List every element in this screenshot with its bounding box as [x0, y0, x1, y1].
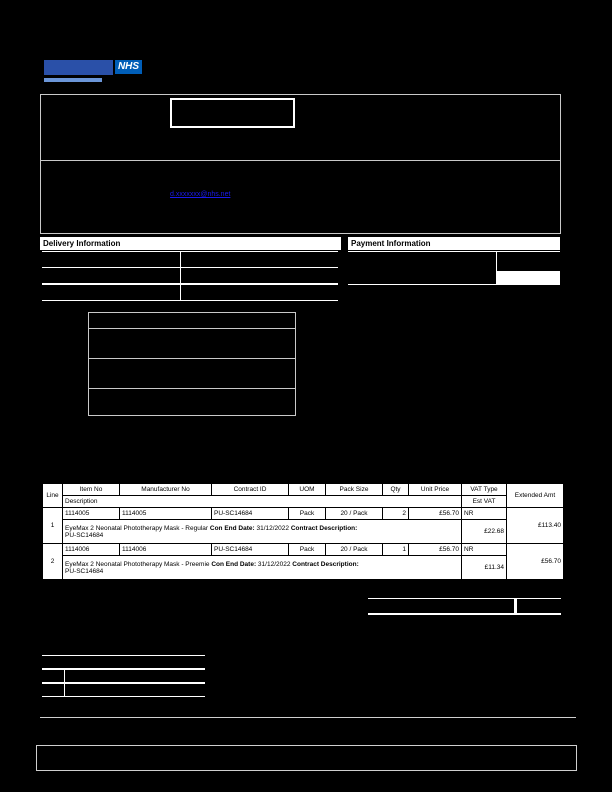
col-header-extended-amt: Extended Amt — [507, 484, 564, 508]
redacted-cell — [42, 684, 64, 696]
redacted-trust-logo — [44, 60, 113, 75]
con-end-date-value: 31/12/2022 — [256, 524, 290, 532]
totals-table — [368, 598, 561, 640]
manufacturer-no-cell: 1114005 — [120, 508, 212, 520]
vat-type-cell: NR — [462, 544, 507, 556]
redacted-order-number-box — [170, 98, 295, 128]
divider — [89, 358, 295, 359]
line-no-cell: 2 — [43, 544, 63, 580]
item-description-row-1 — [43, 520, 564, 544]
uom-cell: Pack — [289, 544, 326, 556]
redacted-cell — [181, 268, 338, 283]
est-vat-cell: £11.34 — [462, 556, 507, 580]
pack-size-cell: 20 / Pack — [326, 544, 383, 556]
col-header-pack-size: Pack Size — [326, 484, 383, 496]
col-header-unit-price: Unit Price — [409, 484, 462, 496]
vat-type-cell: NR — [462, 508, 507, 520]
order-header-box — [40, 94, 561, 234]
contract-id-cell: PU-SC14684 — [212, 544, 289, 556]
item-description-row-2 — [43, 556, 564, 580]
unit-price-cell: £56.70 — [409, 508, 462, 520]
col-header-qty: Qty — [383, 484, 409, 496]
item-row-1 — [43, 508, 564, 520]
description-cell — [63, 520, 462, 544]
divider — [89, 388, 295, 389]
delivery-section-title: Delivery Information — [40, 237, 341, 250]
redacted-cell — [65, 684, 205, 696]
con-end-date-value: 31/12/2022 — [257, 560, 291, 568]
unit-price-cell: £56.70 — [409, 544, 462, 556]
con-end-date-label: Con End Date: — [211, 560, 257, 568]
contract-description-label: Contract Description: — [292, 560, 359, 568]
contract-description-label: Contract Description: — [290, 524, 358, 532]
redacted-cell — [181, 252, 338, 267]
qty-cell: 2 — [383, 508, 409, 520]
redacted-trust-subtext — [44, 78, 102, 82]
col-header-uom: UOM — [289, 484, 326, 496]
redacted-total-label — [368, 599, 514, 613]
line-no-cell: 1 — [43, 508, 63, 544]
item-no-cell: 1114006 — [63, 544, 120, 556]
redacted-cell — [497, 252, 560, 271]
redacted-address-box — [88, 312, 296, 416]
col-header-contract-id: Contract ID — [212, 484, 289, 496]
redacted-cell — [181, 285, 338, 300]
payment-section-title: Payment Information — [348, 237, 560, 250]
summary-table — [42, 655, 205, 697]
divider — [89, 328, 295, 329]
est-vat-cell: £22.68 — [462, 520, 507, 544]
description-cell — [63, 556, 462, 580]
manufacturer-no-cell: 1114006 — [120, 544, 212, 556]
redacted-cell — [42, 268, 180, 283]
redacted-footer-box — [36, 745, 577, 771]
extended-amt-cell: £56.70 — [507, 544, 564, 580]
redacted-cell — [42, 670, 64, 682]
redacted-cell — [65, 670, 205, 682]
col-header-description: Description — [63, 496, 462, 508]
header-divider — [41, 160, 560, 161]
redacted-cell — [42, 252, 180, 267]
redacted-grand-total — [368, 615, 561, 640]
col-header-vat-type: VAT Type — [462, 484, 507, 496]
redacted-total-value — [517, 599, 561, 613]
contract-description-value: PU-SC14684 — [65, 531, 104, 539]
col-header-line: Line — [43, 484, 63, 508]
col-header-est-vat: Est VAT — [462, 496, 507, 508]
contact-email-link[interactable]: d.xxxxxxx@nhs.net — [170, 191, 231, 198]
redacted-cell — [348, 252, 496, 284]
uom-cell: Pack — [289, 508, 326, 520]
redacted-cell — [42, 285, 180, 300]
contract-description-value: PU-SC14684 — [65, 567, 104, 575]
redacted-cell — [42, 656, 205, 668]
extended-amt-cell: £113.40 — [507, 508, 564, 544]
pack-size-cell: 20 / Pack — [326, 508, 383, 520]
description-text: EyeMax 2 Neonatal Phototherapy Mask - Regular — [65, 524, 209, 532]
item-no-cell: 1114005 — [63, 508, 120, 520]
line-items-table — [42, 483, 564, 580]
contract-id-cell: PU-SC14684 — [212, 508, 289, 520]
payment-info-table — [348, 251, 560, 285]
col-header-manufacturer-no: Manufacturer No — [120, 484, 212, 496]
con-end-date-label: Con End Date: — [209, 524, 255, 532]
item-row-2 — [43, 544, 564, 556]
footer-divider — [40, 717, 576, 718]
description-text: EyeMax 2 Neonatal Phototherapy Mask - Preemie — [65, 560, 210, 568]
qty-cell: 1 — [383, 544, 409, 556]
col-header-item-no: Item No — [63, 484, 120, 496]
delivery-info-table — [42, 251, 338, 301]
nhs-logo: NHS — [115, 60, 142, 74]
